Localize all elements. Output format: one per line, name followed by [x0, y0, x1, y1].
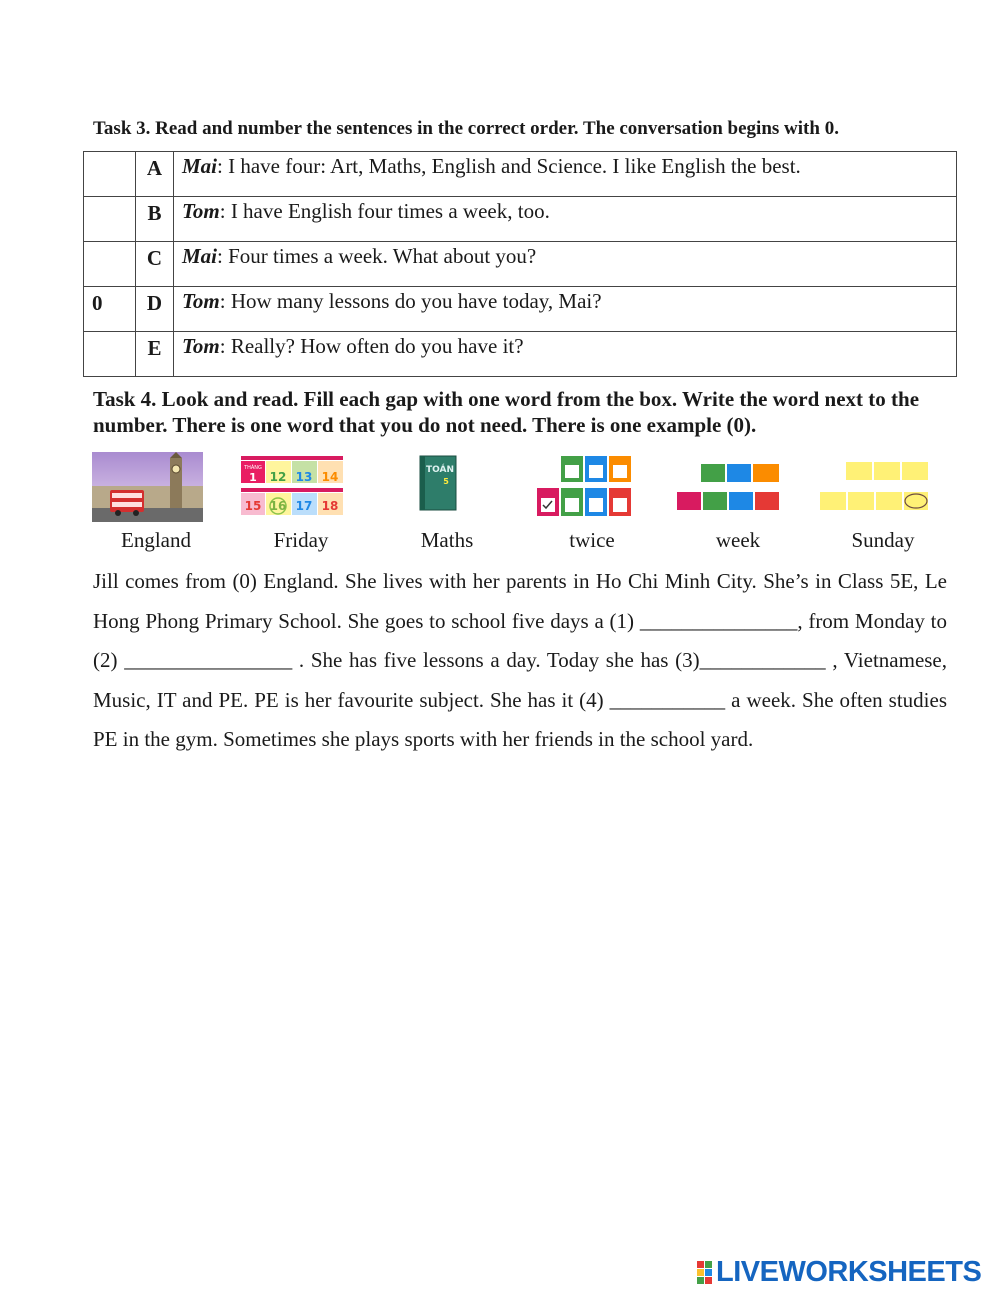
sentence-text: : Four times a week. What about you?: [217, 244, 537, 268]
brand-name: LIVEWORKSHEETS: [716, 1256, 982, 1288]
gap-4-input[interactable]: ___________: [609, 687, 726, 712]
sentence-text: : I have English four times a week, too.: [219, 199, 550, 223]
speaker-name: Mai: [182, 154, 218, 178]
calendar-day: 14: [321, 470, 339, 484]
speaker-name: Tom: [182, 199, 220, 223]
calendar-day: 13: [295, 470, 313, 484]
passage-text: , Vietnamese, Music, IT and PE. PE is her favourite subject. She has it (4): [93, 648, 948, 712]
word-maths: Maths: [420, 528, 474, 552]
calendar-day: 18: [321, 499, 339, 513]
word-twice: twice: [569, 528, 615, 552]
answer-cell[interactable]: [84, 152, 136, 197]
word-friday: Friday: [273, 528, 329, 552]
maths-book-picture: [419, 452, 459, 522]
twice-timetable-picture: [535, 452, 637, 522]
table-row: [84, 332, 957, 377]
answer-cell[interactable]: [84, 332, 136, 377]
speaker-name: Mai: [182, 244, 218, 268]
table-row: [84, 287, 957, 332]
book-title: TOÁN: [425, 465, 455, 475]
sunday-picture: [818, 452, 930, 522]
liveworksheets-logo: [697, 1256, 981, 1289]
sentence-text: : I have four: Art, Maths, English and Science. I like English the best.: [217, 154, 801, 178]
word-england: England: [121, 528, 191, 552]
calendar-day: 12: [269, 470, 287, 484]
passage: [93, 562, 947, 760]
word-sunday: Sunday: [851, 528, 915, 552]
gap-3-input[interactable]: ____________: [699, 648, 826, 672]
england-picture: [92, 452, 203, 522]
sentence: [174, 197, 957, 242]
passage-text: a week. She often studies PE in the gym. Sometimes she plays sports with her friends in the school yard.: [93, 687, 947, 751]
calendar-day: 15: [244, 499, 262, 513]
gap-1-input[interactable]: _______________: [639, 608, 798, 633]
task4-title: Task 4. Look and read. Fill each gap with one word from the box. Write the word next to the number. There is one word that you do not need. There is one example (0).: [93, 387, 920, 437]
answer-cell[interactable]: [84, 242, 136, 287]
sentence: [174, 287, 957, 332]
calendar-day: 17: [295, 499, 313, 513]
task3-title: Task 3. Read and number the sentences in the correct order. The conversation begins with 0.: [93, 118, 839, 139]
sentence: [174, 332, 957, 377]
answer-cell: 0: [84, 287, 136, 332]
sentence: [174, 242, 957, 287]
row-letter: D: [136, 287, 174, 332]
row-letter: B: [136, 197, 174, 242]
row-letter: C: [136, 242, 174, 287]
logo-icon: [697, 1261, 712, 1284]
calendar-day: 16: [269, 499, 287, 513]
calendar-picture: [241, 452, 343, 522]
table-row: [84, 197, 957, 242]
book-grade: 5: [443, 477, 449, 486]
table-row: [84, 152, 957, 197]
gap-2-input[interactable]: ________________: [124, 648, 293, 672]
passage-text: Jill comes from (0) England. She lives with her parents in Ho Chi Minh City. She’s in Class 5E, Le Hong Phong Primary School. She goes to school five days a (1): [93, 569, 947, 633]
speaker-name: Tom: [182, 334, 220, 358]
sentence: [174, 152, 957, 197]
week-days-picture: [675, 452, 781, 522]
table-row: [84, 242, 957, 287]
row-letter: E: [136, 332, 174, 377]
passage-text: , from Monday to (2): [93, 608, 947, 672]
passage-text: . She has five lessons a day. Today she has (3): [292, 648, 700, 672]
calendar-day: 1: [249, 471, 257, 484]
speaker-name: Tom: [182, 289, 220, 313]
calendar-month: THÁNG: [244, 465, 262, 471]
answer-cell[interactable]: [84, 197, 136, 242]
order-table: [83, 151, 957, 377]
word-week: week: [715, 528, 761, 552]
sentence-text: : Really? How often do you have it?: [219, 334, 524, 358]
row-letter: A: [136, 152, 174, 197]
sentence-text: : How many lessons do you have today, Mai?: [219, 289, 602, 313]
